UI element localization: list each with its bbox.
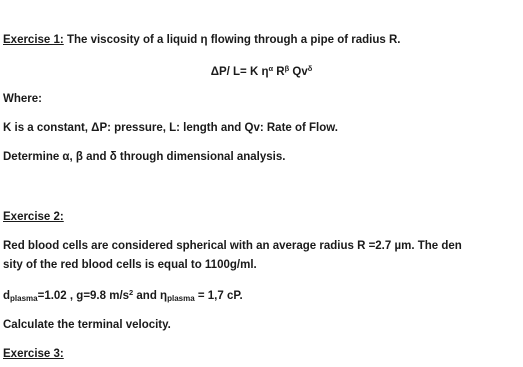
viscosity-value: = 1,7 cP. [194,290,243,302]
eta-subscript: plasma [167,294,195,303]
exercise-1-intro: The viscosity of a liquid η flowing through a pipe of radius R. [63,34,401,46]
exercise-2-heading-text: Exercise 2: [3,211,64,223]
exercise-2-line-2: sity of the red blood cells is equal to 1100g/ml. [3,259,257,271]
exercise-2-data [3,289,243,303]
exercise-1-heading: Exercise 1: [3,34,64,46]
formula-r: R [273,66,285,78]
formula-exp-beta: β [284,64,290,73]
exercise-2-task: Calculate the terminal velocity. [3,319,171,331]
exercise-1-task: Determine α, β and δ through dimensional analysis. [3,151,286,163]
exercise-2-line-1: Red blood cells are considered spherical with an average radius R =2.7 µm. The den [3,240,462,252]
formula-exp-delta: δ [307,64,313,73]
squared-exponent: 2 [129,288,134,297]
viscosity-formula [0,65,523,79]
density-gravity-values: =1.02 , g=9.8 m/s [37,290,130,302]
exercise-1-definitions: K is a constant, ΔP: pressure, L: length and Qv: Rate of Flow. [3,122,338,134]
formula-lhs: ΔP/ L= K η [210,66,269,78]
density-symbol: d [3,290,11,302]
density-subscript: plasma [10,294,38,303]
formula-q: Qv [289,66,308,78]
exercise-2-heading [3,210,64,224]
exercise-3-heading [3,347,64,361]
exercise-3-heading-text: Exercise 3: [3,348,64,360]
and-eta: and η [133,290,168,302]
where-label: Where: [3,93,42,105]
exercise-1-statement [3,33,400,47]
formula-exp-alpha: α [268,64,274,73]
